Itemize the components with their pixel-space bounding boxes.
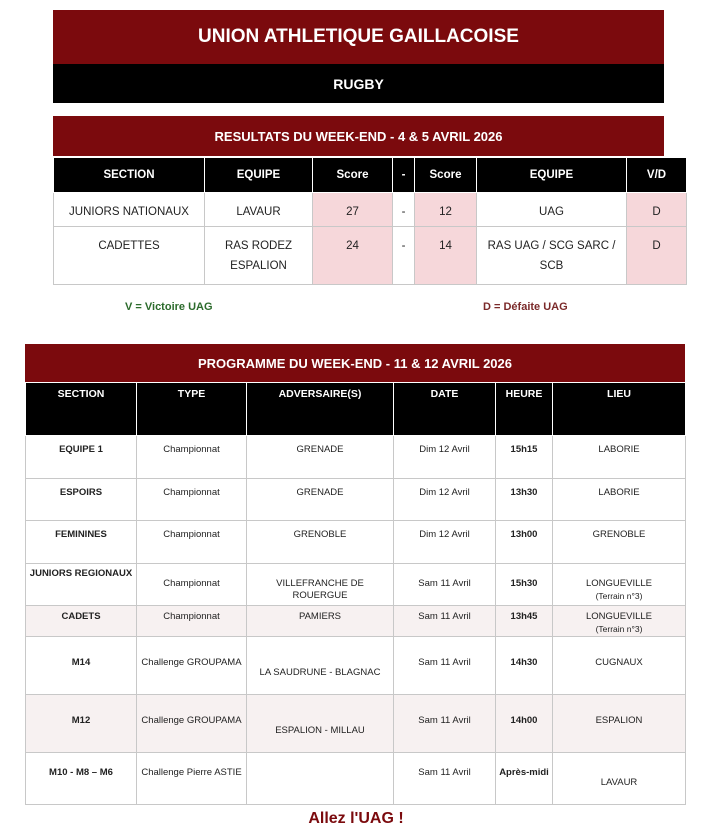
prog-opponent: VILLEFRANCHE DE ROUERGUE — [247, 564, 394, 606]
prog-section: EQUIPE 1 — [26, 436, 137, 479]
prog-date: Sam 11 Avril — [394, 637, 496, 695]
col-vd: V/D — [627, 158, 687, 193]
prog-section: M14 — [26, 637, 137, 695]
prog-section: ESPOIRS — [26, 479, 137, 521]
programme-row — [26, 753, 686, 805]
col-score1: Score — [313, 158, 393, 193]
col-type: TYPE — [137, 383, 247, 436]
programme-row — [26, 695, 686, 753]
result-row — [54, 193, 687, 227]
result-score2: 12 — [415, 193, 477, 227]
result-score1: 24 — [313, 227, 393, 285]
prog-place-note: (Terrain n°3) — [595, 624, 643, 634]
result-vd: D — [627, 227, 687, 285]
prog-opponent: PAMIERS — [247, 606, 394, 637]
result-sep: - — [393, 193, 415, 227]
result-team1: RAS RODEZ ESPALION — [205, 227, 313, 285]
result-team1: LAVAUR — [205, 193, 313, 227]
result-section: JUNIORS NATIONAUX — [54, 193, 205, 227]
programme-row — [26, 564, 686, 606]
prog-place: LABORIE — [553, 479, 686, 521]
col-team1: EQUIPE — [205, 158, 313, 193]
programme-title: PROGRAMME DU WEEK-END - 11 & 12 AVRIL 2026 — [25, 344, 685, 382]
prog-type: Championnat — [137, 479, 247, 521]
programme-row — [26, 436, 686, 479]
prog-date: Sam 11 Avril — [394, 606, 496, 637]
prog-type: Challenge Pierre ASTIE — [137, 753, 247, 805]
prog-section: M10 - M8 – M6 — [26, 753, 137, 805]
prog-place: LONGUEVILLE — [586, 611, 652, 622]
prog-place: LONGUEVILLE — [586, 578, 652, 589]
prog-type: Challenge GROUPAMA — [137, 637, 247, 695]
results-table — [53, 157, 687, 285]
prog-opponent — [247, 753, 394, 805]
prog-opponent: GRENADE — [247, 479, 394, 521]
col-section: SECTION — [54, 158, 205, 193]
results-title: RESULTATS DU WEEK-END - 4 & 5 AVRIL 2026 — [53, 116, 664, 156]
prog-time: 15h30 — [496, 564, 553, 606]
programme-row — [26, 479, 686, 521]
programme-row — [26, 637, 686, 695]
prog-opponent: LA SAUDRUNE - BLAGNAC — [247, 637, 394, 695]
prog-date: Dim 12 Avril — [394, 436, 496, 479]
legend-victory: V = Victoire UAG — [125, 301, 213, 313]
prog-date: Sam 11 Avril — [394, 564, 496, 606]
prog-section: CADETS — [26, 606, 137, 637]
prog-time: Après-midi — [496, 753, 553, 805]
col-date: DATE — [394, 383, 496, 436]
prog-place-note: (Terrain n°3) — [595, 591, 643, 601]
prog-type: Challenge GROUPAMA — [137, 695, 247, 753]
prog-opponent: GRENOBLE — [247, 521, 394, 564]
results-header-row — [54, 158, 687, 193]
prog-opponent: GRENADE — [247, 436, 394, 479]
prog-place-cell — [553, 564, 686, 606]
prog-opponent: ESPALION - MILLAU — [247, 695, 394, 753]
result-score1: 27 — [313, 193, 393, 227]
prog-date: Sam 11 Avril — [394, 753, 496, 805]
prog-date: Dim 12 Avril — [394, 521, 496, 564]
result-team2: UAG — [477, 193, 627, 227]
prog-place: GRENOBLE — [553, 521, 686, 564]
prog-date: Dim 12 Avril — [394, 479, 496, 521]
club-title: UNION ATHLETIQUE GAILLACOISE — [53, 10, 664, 64]
result-sep: - — [393, 227, 415, 285]
col-team2: EQUIPE — [477, 158, 627, 193]
prog-type: Championnat — [137, 606, 247, 637]
prog-section: JUNIORS REGIONAUX — [26, 564, 137, 606]
prog-time: 13h45 — [496, 606, 553, 637]
result-section: CADETTES — [54, 227, 205, 285]
programme-table — [25, 382, 686, 805]
prog-place: CUGNAUX — [553, 637, 686, 695]
prog-time: 15h15 — [496, 436, 553, 479]
prog-section: M12 — [26, 695, 137, 753]
prog-type: Championnat — [137, 521, 247, 564]
col-time: HEURE — [496, 383, 553, 436]
result-vd: D — [627, 193, 687, 227]
col-place: LIEU — [553, 383, 686, 436]
prog-type: Championnat — [137, 436, 247, 479]
prog-place: LAVAUR — [553, 753, 686, 805]
prog-time: 14h30 — [496, 637, 553, 695]
prog-time: 14h00 — [496, 695, 553, 753]
legend-defeat: D = Défaite UAG — [483, 301, 568, 313]
prog-time: 13h30 — [496, 479, 553, 521]
prog-type: Championnat — [137, 564, 247, 606]
programme-header-row — [26, 383, 686, 436]
result-row — [54, 227, 687, 285]
result-score2: 14 — [415, 227, 477, 285]
prog-section: FEMININES — [26, 521, 137, 564]
prog-time: 13h00 — [496, 521, 553, 564]
footer-slogan: Allez l'UAG ! — [308, 810, 404, 827]
col-opponent: ADVERSAIRE(S) — [247, 383, 394, 436]
programme-row — [26, 606, 686, 637]
prog-place: ESPALION — [553, 695, 686, 753]
sport-subtitle: RUGBY — [53, 64, 664, 103]
col-sep: - — [393, 158, 415, 193]
prog-place: LABORIE — [553, 436, 686, 479]
prog-place-cell — [553, 606, 686, 637]
result-team2: RAS UAG / SCG SARC / SCB — [477, 227, 627, 285]
col-section: SECTION — [26, 383, 137, 436]
prog-date: Sam 11 Avril — [394, 695, 496, 753]
programme-row — [26, 521, 686, 564]
col-score2: Score — [415, 158, 477, 193]
